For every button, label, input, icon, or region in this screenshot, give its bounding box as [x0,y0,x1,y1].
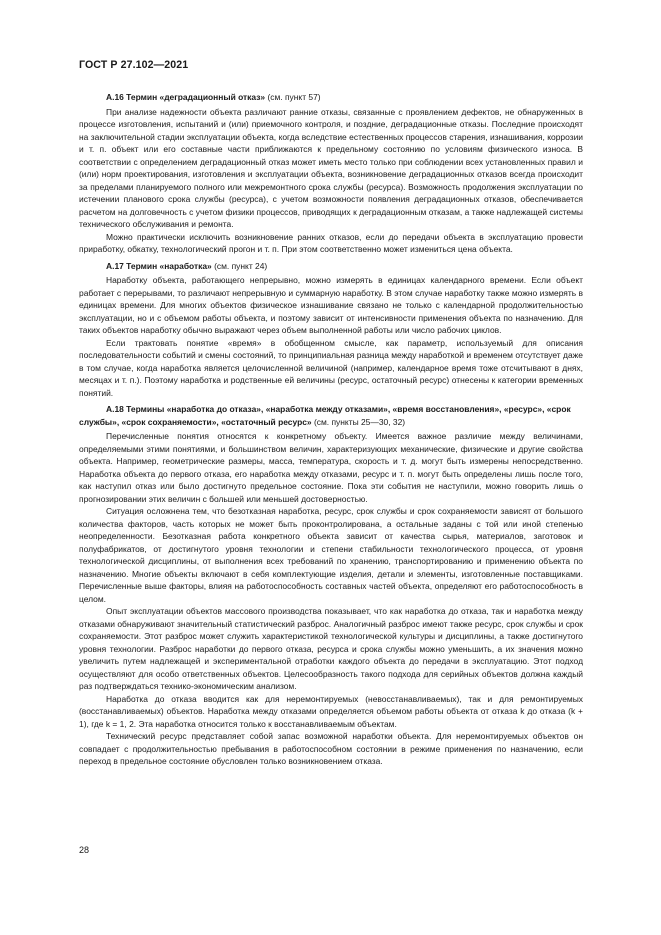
paragraph: Технический ресурс представляет собой запас возможной наработки объекта. Для неремонтируемых объектов он совпадает с продолжительностью пребывания в работоспособном состоянии в режиме применения по назначению, если переход в предельное состояние обусловлен только возникновением отказа. [79,731,583,766]
document-header: ГОСТ Р 27.102—2021 [79,59,189,71]
section-heading-title: А.16 Термин «деградационный отказ» [106,92,266,102]
paragraph: Ситуация осложнена тем, что безотказная наработка, ресурс, срок службы и срок сохраняемости зависят от большого количества факторов, часть которых не может быть проконтролирована, а остальные заданы с той или иной степенью неопределенности. Безотказная работа конкретного объекта зависит от качества сырья, материалов, заготовок и полуфабрикатов, от достигнутого уровня технологии и степени стабильности технологического процесса, от уровня технологической дисциплины, от выполнения всех требований по хранению, транспортированию и применению объекта по назначению. Многие объекты включают в себя комплектующие изделия, детали и элементы, изготовленные поставщиками. Перечисленные выше факторы, влияя на работоспособность составных частей объекта, определяют его работоспособность в целом. [79,506,583,604]
paragraph: Можно практически исключить возникновение ранних отказов, если до передачи объекта в эксплуатацию провести приработку, обкатку, технологический прогон и т. п. При этом соответственно может измениться цена объекта. [79,231,583,254]
document-body [79,91,583,768]
paragraph: Перечисленные понятия относятся к конкретному объекту. Имеется важное различие между величинами, определяемыми этими понятиями, и большинством величин, характеризующих механические, физические и другие свойства объекта. Например, геометрические размеры, масса, температура, скорость и т. д. могут быть измерены непосредственно. Наработка объекта до первого отказа, его наработка между отказами, ресурс и т. п. могут быть определены лишь после того, как наступил отказ или было достигнуто предельное состояние. Пока эти события не наступили, можно говорить лишь о прогнозировании этих величин с большей или меньшей достоверностью. [79,431,583,504]
page-number: 28 [79,845,90,855]
paragraph: Опыт эксплуатации объектов массового производства показывает, что как наработка до отказа, так и наработка между отказами обнаруживают значительный статистический разброс. Аналогичный разброс имеют также ресурс, срок службы и срок сохраняемости. Этот разброс может служить характеристикой технологической культуры и дисциплины, а также достигнутого уровня технологии. Разброс наработки до первого отказа, ресурса и срока службы можно уменьшить, а их значения можно увеличить путем надлежащей и экспериментальной отработки каждого объекта до передачи в эксплуатацию. Этот подход осуществляют для особо ответственных объектов. Целесообразность такого подхода для серийных объектов должна каждый раз подтверждаться технико-экономическим анализом. [79,606,583,691]
paragraph: Если трактовать понятие «время» в обобщенном смысле, как параметр, используемый для описания последовательности событий и смены состояний, то принципиальная разница между наработкой и временем отсутствует даже в том случае, когда наработка является целочисленной величиной (например, календарное время тоже отсчитывают в днях, месяцах и т. п.). Поэтому наработка и родственные ей величины (ресурс, остаточный ресурс) отнесены к категории временных понятий. [79,337,583,398]
paragraph: При анализе надежности объекта различают ранние отказы, связанные с проявлением дефектов, не обнаруженных в процессе изготовления, испытаний и (или) приемочного контроля, и поздние, деградационные отказы. Последние происходят на заключительной стадии эксплуатации объекта, когда вследствие естественных процессов старения, изнашивания, коррозии и т. п. объект или его составные части приближаются к предельному состоянию по условиям физического износа. В соответствии с определением деградационный отказ может иметь место только при соблюдении всех установленных правил и (или) норм проектирования, изготовления и эксплуатации объекта, возникновение деградационных отказов всегда происходит за пределами планируемого полного или межремонтного срока службы (ресурса). Возможность продолжения эксплуатации по истечении планового срока службы (ресурса), с учетом возможности появления деградационных отказов, обеспечивается расчетом на долговечность с учетом физики процессов, приводящих к деградационным отказам, а также надлежащей системы технического обслуживания и ремонта. [79,106,583,229]
section-a18 [79,403,583,768]
section-heading [79,403,583,428]
paragraph: Наработку объекта, работающего непрерывно, можно измерять в единицах календарного времени. Если объект работает с перерывами, то различают непрерывную и суммарную наработку. В этом случае наработку также можно измерять в единицах времени. Для многих объектов физическое изнашивание связано не только с календарной продолжительностью эксплуатации, но и с объемом работы объекта, и поэтому зависит от интенсивности применения объекта по назначению. Для таких объектов наработку обычно выражают через объем выполненной работы или число рабочих циклов. [79,275,583,335]
section-heading-title: А.17 Термин «наработка» [106,260,212,271]
paragraph: Наработка до отказа вводится как для неремонтируемых (невосстанавливаемых), так и для ремонтируемых (восстанавливаемых) объектов. Наработка между отказами определяется объемом работы объекта от отказа k до отказа (k + 1), где k = 1, 2. Эта наработка относится только к восстанавливаемым объектам. [79,693,583,729]
section-heading-title: А.18 Термины «наработка до отказа», «наработка между отказами», «время восстановления», «ресурс», «срок службы», «срок сохраняемости», «остаточный ресурс» [79,404,571,427]
section-heading-ref: (см. пункт 24) [211,260,268,271]
section-heading-ref: (см. пункт 57) [265,92,321,102]
section-a16 [79,91,583,256]
section-heading [79,91,583,104]
section-heading-ref: (см. пункты 25—30, 32) [311,416,406,427]
section-heading [79,260,583,273]
section-a17 [79,260,583,400]
